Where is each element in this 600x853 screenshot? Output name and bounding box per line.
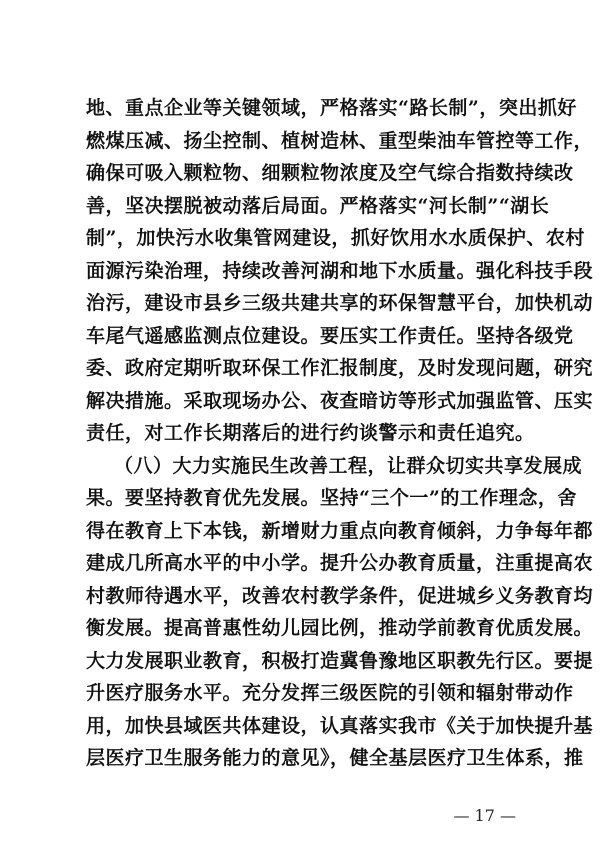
text-line: 善，坚决摆脱被动落后局面。严格落实“河长制”“湖长 <box>86 194 550 217</box>
text-line: 得在教育上下本钱，新增财力重点向教育倾斜，力争每年都 <box>86 519 594 542</box>
text-line: 衡发展。提高普惠性幼儿园比例，推动学前教育优质发展。 <box>86 617 594 639</box>
text-line: 车尾气遥感监测点位建设。要压实工作责任。坚持各级党 <box>86 324 574 347</box>
text-line: 燃煤压减、扬尘控制、植树造林、重型柴油车管控等工作， <box>86 129 594 152</box>
text-line: 委、政府定期听取环保工作汇报制度，及时发现问题，研究 <box>86 357 594 379</box>
text-line: 治污，建设市县乡三级共建共享的环保智慧平台，加快机动 <box>86 292 594 314</box>
text-line: 大力发展职业教育，积极打造冀鲁豫地区职教先行区。要提 <box>86 649 594 672</box>
text-line: 升医疗服务水平。充分发挥三级医院的引领和辐射带动作 <box>86 682 574 704</box>
text-line: 果。要坚持教育优先发展。坚持“三个一”的工作理念，舍 <box>86 487 577 509</box>
section-heading-line: （八）大力实施民生改善工程，让群众切实共享发展成 <box>114 454 583 477</box>
text-line: 村教师待遇水平，改善农村教学条件，促进城乡义务教育均 <box>86 584 594 607</box>
page-number: — 17 — <box>453 806 516 825</box>
text-line: 地、重点企业等关键领域，严格落实“路长制”，突出抓好 <box>86 97 577 119</box>
text-line: 面源污染治理，持续改善河湖和地下水质量。强化科技手段 <box>86 259 594 282</box>
text-line: 层医疗卫生服务能力的意见》，健全基层医疗卫生体系，推 <box>86 747 584 769</box>
text-line: 解决措施。采取现场办公、夜查暗访等形式加强监管、压实 <box>86 389 594 412</box>
text-line: 建成几所高水平的中小学。提升公办教育质量，注重提高农 <box>86 552 594 574</box>
body-text <box>86 92 594 775</box>
text-line: 用，加快县域医共体建设，认真落实我市《关于加快提升基 <box>86 714 594 737</box>
text-line: 责任，对工作长期落后的进行约谈警示和责任追究。 <box>86 422 535 444</box>
text-line: 确保可吸入颗粒物、细颗粒物浓度及空气综合指数持续改 <box>86 162 574 184</box>
text-line: 制”，加快污水收集管网建设，抓好饮用水水质保护、农村 <box>86 227 585 249</box>
